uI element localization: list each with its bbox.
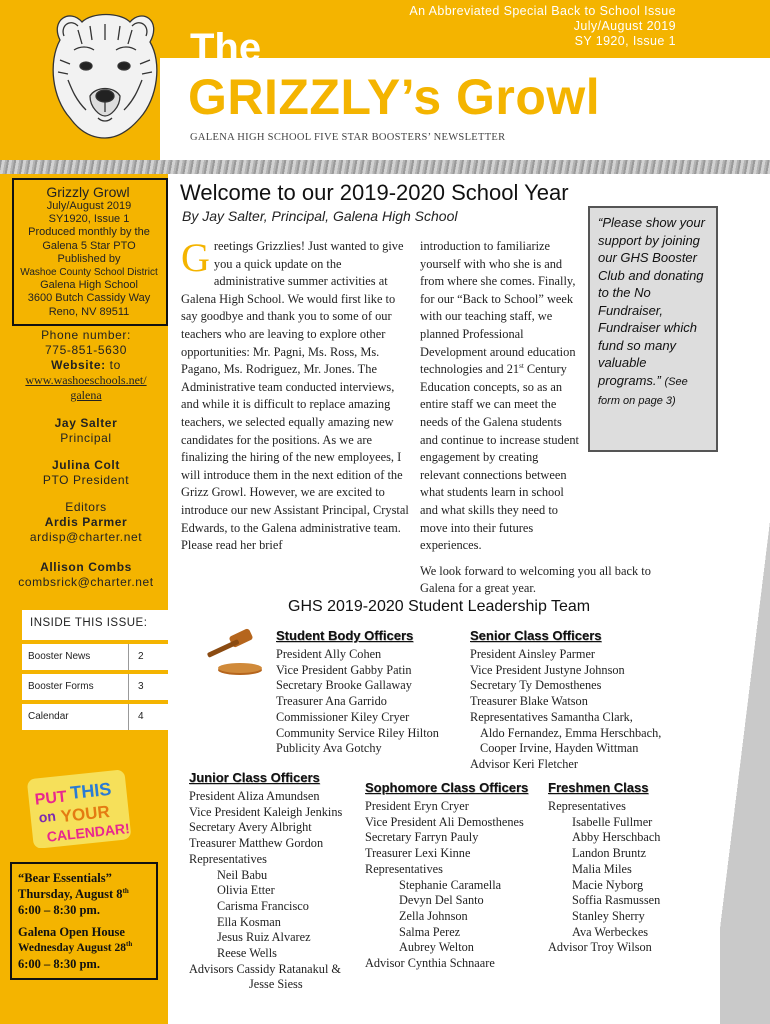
junior-class-officers [189, 770, 342, 993]
editor-name: Allison Combs [40, 560, 132, 574]
gavel-icon [200, 628, 268, 678]
person-role: Principal [60, 431, 112, 445]
event-title: Galena Open House [18, 925, 125, 939]
inside-row[interactable] [22, 704, 168, 730]
info-line: 3600 Butch Cassidy Way [27, 292, 151, 305]
website-link[interactable]: www.washoeschools.net/ [25, 373, 147, 387]
officer-line: Representatives Samantha Clark, [470, 709, 633, 724]
rep-line: Reese Wells [217, 946, 277, 961]
quote-text: “Please show your support by joining our GHS Booster Club and donating to the No Fundraiser, Fundraiser which fund so many valuable programs.” [598, 215, 705, 388]
officer-line: Vice President Gabby Patin [276, 662, 412, 677]
issue-line: An Abbreviated Special Back to School Issue [409, 4, 676, 18]
website-link-cont[interactable]: galena [70, 388, 102, 402]
person-role: PTO President [42, 473, 130, 487]
inside-label: Booster Forms [28, 681, 94, 692]
inside-page: 2 [138, 651, 144, 662]
group-title: Senior Class Officers [470, 628, 602, 643]
advisor-line: Advisor Keri Fletcher [470, 756, 578, 771]
inside-label: Booster News [28, 651, 91, 662]
freshmen-class [548, 780, 660, 956]
student-body-officers [276, 628, 439, 757]
rep-line: Aubrey Welton [399, 940, 474, 955]
editors-block [10, 500, 162, 545]
officer-line: President Aliza Amundsen [189, 789, 320, 803]
group-title: Student Body Officers [276, 628, 414, 643]
rep-line: Devyn Del Santo [399, 893, 484, 908]
contact-block [10, 328, 162, 403]
officer-line: Secretary Brooke Gallaway [276, 678, 412, 693]
editor-email[interactable]: combsrick@charter.net [18, 575, 154, 589]
rep-line: Zella Johnson [399, 908, 468, 923]
inside-row[interactable] [22, 644, 168, 670]
advisor-line: Advisors Cassidy Ratanakul & [189, 961, 341, 976]
badge-this: THIS [69, 778, 113, 803]
editors-label: Editors [65, 500, 107, 514]
info-line: Washoe County School District [20, 267, 158, 279]
officer-line: Treasurer Ana Garrido [276, 694, 387, 709]
pull-quote [588, 206, 718, 452]
person-pto [10, 458, 162, 488]
group-title: Junior Class Officers [189, 770, 320, 785]
phone-label: Phone number: [41, 328, 131, 342]
sidebar-info [14, 200, 164, 319]
info-line: Reno, NV 89511 [48, 305, 130, 318]
rep-line: Abby Herschbach [572, 830, 661, 845]
person-principal [10, 416, 162, 446]
article-byline: By Jay Salter, Principal, Galena High School [182, 208, 458, 224]
quote-reference: (See form on page 3) [598, 375, 688, 407]
officer-line: Treasurer Lexi Kinne [365, 846, 471, 861]
rep-line: Olivia Etter [217, 883, 275, 898]
officer-line: Treasurer Blake Watson [470, 694, 588, 709]
article-paragraph [420, 238, 580, 555]
officer-line: Representatives [548, 799, 626, 813]
group-title: Freshmen Class [548, 780, 649, 795]
officer-line: Representatives [365, 861, 443, 876]
page-edge-shadow [720, 174, 770, 1024]
person-name: Jay Salter [54, 416, 118, 430]
officer-line: President Ally Cohen [276, 647, 382, 661]
senior-class-officers [470, 628, 661, 773]
inside-page: 3 [138, 681, 144, 692]
group-title: Sophomore Class Officers [365, 780, 529, 795]
sophomore-class-officers [365, 780, 528, 972]
officer-line: Cooper Irvine, Hayden Wittman [480, 741, 639, 756]
badge-on: on [37, 807, 57, 826]
masthead-title: GRIZZLY’s Growl [188, 69, 601, 125]
date-suffix: th [126, 940, 133, 949]
divider [128, 704, 129, 730]
officer-line: Aldo Fernandez, Emma Herschbach, [480, 725, 662, 740]
events-box [10, 862, 158, 980]
officer-line: Representatives [189, 851, 267, 866]
inside-row[interactable] [22, 674, 168, 700]
officer-line: Secretary Farryn Pauly [365, 830, 479, 845]
badge-your: YOUR [59, 802, 111, 827]
article-paragraph: We look forward to welcoming you all back to Galena for a great year. [420, 563, 651, 596]
article-text: reetings Grizzlies! Just wanted to give you a quick update on the administrative summer activities at Galena High School. We would first like to say goodbye and thank you to some of our teachers who are leaving to explore other opportunities: Mr. Pagni, Ms. Ross, Ms. Pagano, Ms. Rodriguez, Mr. Jones. The Administrative team conducted interviews, and while it is difficult to replace amazing teachers, we selected equally amazing new candidates for the positions. As we are finalizing the hiring of the new employees, I will introduce them in the next edition of the Grizz Growl. However, we are excited to introduce our new Assistant Principal, Crystal Edwards, to the Galena administrative team. Please read her brief [181, 239, 409, 553]
info-line: July/August 2019 [46, 200, 132, 212]
rep-line: Ava Werbeckes [572, 924, 649, 939]
website-to: to [109, 358, 121, 372]
rep-line: Landon Bruntz [572, 846, 647, 861]
article-title: Welcome to our 2019-2020 School Year [180, 180, 569, 205]
rep-line: Carisma Francisco [217, 898, 309, 913]
officer-line: President Eryn Cryer [365, 799, 469, 813]
grizzly-bear-icon [30, 0, 180, 150]
rep-line: Stanley Sherry [572, 908, 645, 923]
advisor-line: Advisor Cynthia Schnaare [365, 956, 495, 971]
phone-number: 775-851-5630 [45, 343, 127, 357]
calendar-badge-icon [26, 768, 136, 848]
rep-line: Stephanie Caramella [399, 877, 502, 892]
info-line: Produced monthly by the [28, 226, 150, 239]
masthead-subtitle: GALENA HIGH SCHOOL FIVE STAR BOOSTERS’ NEWSLETTER [190, 132, 506, 143]
advisor-line: Jesse Siess [249, 977, 303, 992]
badge-put: PUT [34, 788, 68, 809]
website-label: Website: [51, 358, 106, 372]
date-suffix: th [122, 886, 129, 895]
officer-line: Secretary Ty Demosthenes [470, 678, 602, 693]
officer-line: Vice President Ali Demosthenes [365, 814, 524, 829]
rep-line: Macie Nyborg [572, 877, 644, 892]
officer-line: Vice President Kaleigh Jenkins [189, 804, 343, 819]
sidebar-title: Grizzly Growl [46, 184, 130, 200]
inside-label: Calendar [28, 711, 69, 722]
editor2-block [6, 560, 166, 590]
rep-line: Malia Miles [572, 861, 632, 876]
officer-line: Commissioner Kiley Cryer [276, 709, 410, 724]
event-time: 6:00 – 8:30 pm. [18, 957, 100, 971]
officer-line: Treasurer Matthew Gordon [189, 836, 324, 851]
article-text: introduction to familiarize yourself with who she is and from where she comes. Finally, for our “Back to School” week with our teaching staff, we planned Professional Development around education technologies and 21 [420, 239, 576, 377]
advisor-line: Advisor Troy Wilson [548, 940, 652, 955]
event-date: Thursday, August 8 [18, 887, 123, 901]
issue-date: July/August 2019 [573, 19, 676, 33]
drop-cap: G [181, 235, 210, 280]
decorative-strip [0, 160, 770, 174]
rep-line: Jesus Ruiz Alvarez [217, 930, 311, 945]
rep-line: Ella Kosman [217, 914, 281, 929]
divider [128, 674, 129, 700]
person-name: Julina Colt [52, 458, 120, 472]
issue-number: SY 1920, Issue 1 [574, 34, 676, 48]
info-line: Galena High School [40, 279, 138, 292]
rep-line: Salma Perez [399, 924, 461, 939]
masthead-the: The [190, 26, 262, 70]
rep-line: Soffia Rasmussen [572, 893, 661, 908]
issue-info [409, 4, 676, 49]
leadership-title: GHS 2019-2020 Student Leadership Team [288, 598, 591, 615]
ordinal-suffix: st [519, 362, 524, 371]
article-column-1 [181, 235, 413, 555]
event-time: 6:00 – 8:30 pm. [18, 903, 100, 917]
event-date: Wednesday August 28 [18, 942, 127, 954]
event-title: “Bear Essentials” [18, 871, 112, 885]
officer-line: Community Service Riley Hilton [276, 725, 439, 740]
badge-calendar: CALENDAR! [45, 820, 131, 845]
info-line: Galena 5 Star PTO [42, 239, 136, 252]
officer-line: President Ainsley Parmer [470, 647, 595, 661]
rep-line: Isabelle Fullmer [572, 814, 653, 829]
article-text: Century Education concepts, so as an entire staff we can meet the needs of the Galena students and continue to increase student engagement by creating relevant connections between what students learn in school and what skills they need to move into their futures experiences. [420, 362, 579, 553]
divider [128, 644, 129, 670]
officer-line: Secretary Avery Albright [189, 820, 312, 835]
officer-line: Vice President Justyne Johnson [470, 662, 625, 677]
editor-email[interactable]: ardisp@charter.net [29, 530, 143, 544]
inside-issue-title: INSIDE THIS ISSUE: [22, 610, 168, 640]
editor-name: Ardis Parmer [44, 515, 128, 529]
officer-line: Publicity Ava Gotchy [276, 741, 382, 756]
info-line: SY1920, Issue 1 [48, 213, 130, 226]
info-line: Published by [57, 252, 121, 265]
rep-line: Neil Babu [217, 867, 268, 882]
inside-page: 4 [138, 711, 144, 722]
